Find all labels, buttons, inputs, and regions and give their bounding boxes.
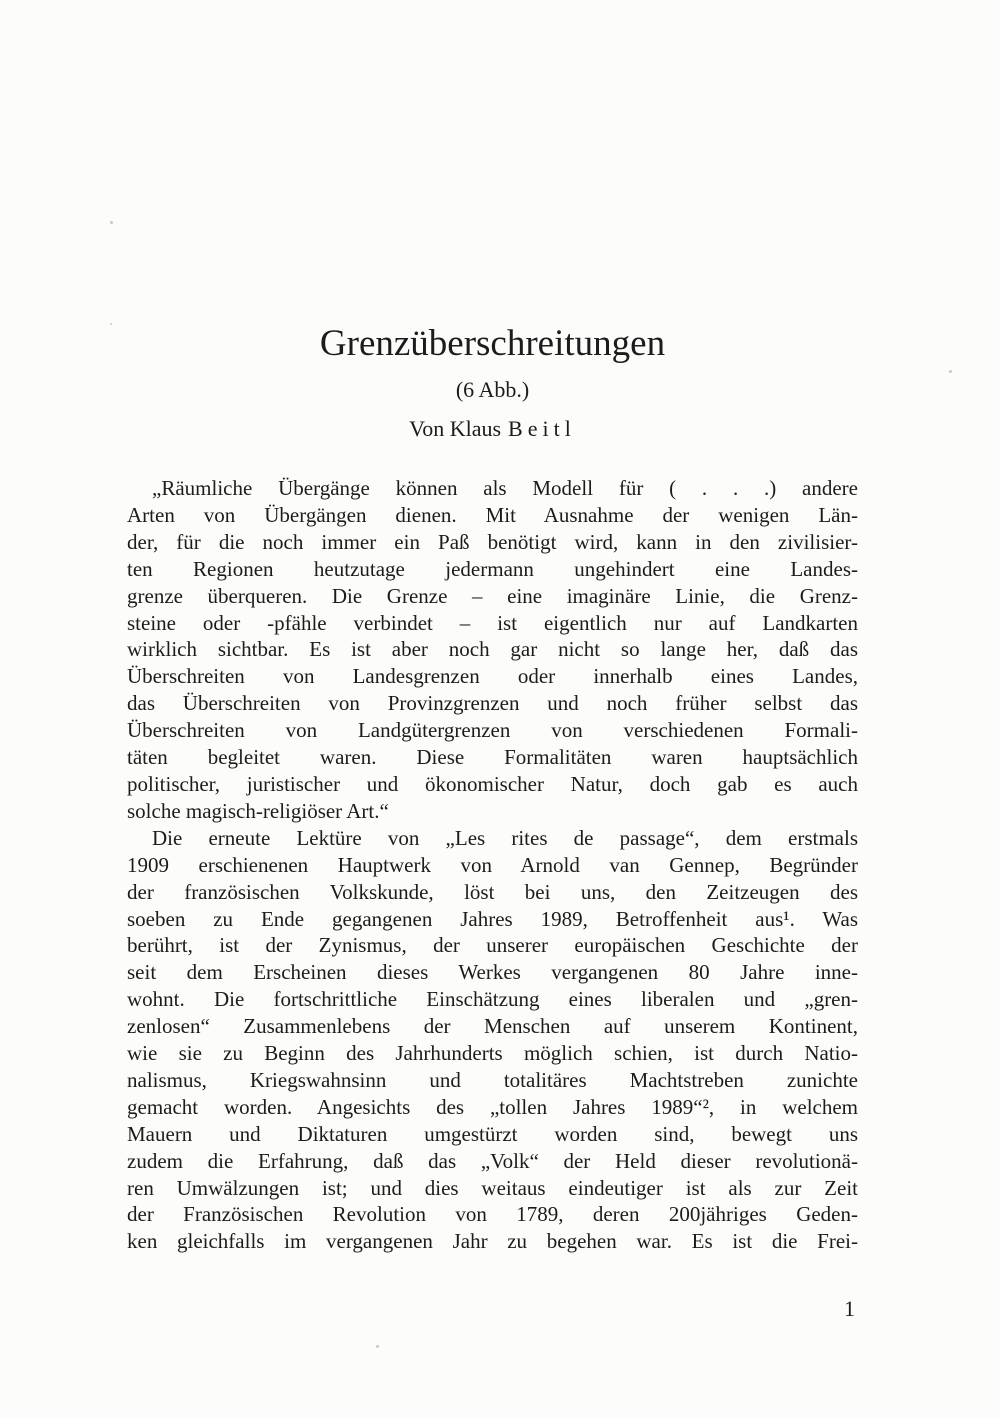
text-line: der Französischen Revolution von 1789, deren 200jähriges Geden- (127, 1202, 858, 1227)
page-content (127, 322, 858, 1255)
text-line: Die erneute Lektüre von „Les rites de passage“, dem erstmals (152, 825, 858, 850)
text-line: seit dem Erscheinen dieses Werkes vergangenen 80 Jahre inne- (127, 960, 858, 985)
author-name: Beitl (508, 416, 576, 441)
text-line: der, für die noch immer ein Paß benötigt wird, kann in den zivilisier- (127, 529, 858, 554)
text-line: Überschreiten von Landesgrenzen oder innerhalb eines Landes, (127, 664, 858, 689)
scan-artifact (949, 370, 952, 373)
text-line: das Überschreiten von Provinzgrenzen und noch früher selbst das (127, 691, 858, 716)
text-line: täten begleitet waren. Diese Formalitäten waren hauptsächlich (127, 745, 858, 770)
text-line: Arten von Übergängen dienen. Mit Ausnahme der wenigen Län- (127, 502, 858, 527)
text-line: ken gleichfalls im vergangenen Jahr zu begehen war. Es ist die Frei- (127, 1229, 858, 1254)
text-line: wohnt. Die fortschrittliche Einschätzung eines liberalen und „gren- (127, 987, 858, 1012)
text-line: ten Regionen heutzutage jedermann ungehindert eine Landes- (127, 556, 858, 581)
text-line: gemacht worden. Angesichts des „tollen Jahres 1989“², in welchem (127, 1094, 858, 1119)
text-line: 1909 erschienenen Hauptwerk von Arnold van Gennep, Begründer (127, 852, 858, 877)
scan-artifact (376, 1345, 379, 1348)
text-line: zudem die Erfahrung, daß das „Volk“ der Held dieser revolutionä- (127, 1148, 858, 1173)
paragraph (127, 825, 858, 1256)
scan-artifact (110, 221, 113, 224)
scan-artifact (110, 323, 112, 325)
text-line: ren Umwälzungen ist; und dies weitaus eindeutiger ist als zur Zeit (127, 1175, 858, 1200)
page-number: 1 (844, 1296, 855, 1321)
text-line: politischer, juristischer und ökonomischer Natur, doch gab es auch (127, 771, 858, 796)
text-line: nalismus, Kriegswahnsinn und totalitäres Machtstreben zunichte (127, 1067, 858, 1092)
text-line: steine oder -pfähle verbindet – ist eigentlich nur auf Landkarten (127, 610, 858, 635)
body-text (127, 475, 858, 1255)
text-line: Mauern und Diktaturen umgestürzt worden sind, bewegt uns (127, 1121, 858, 1146)
text-line: soeben zu Ende gegangenen Jahres 1989, Betroffenheit aus¹. Was (127, 906, 858, 931)
author-prefix: Von Klaus (409, 416, 502, 441)
page-title: Grenzüberschreitungen (319, 323, 666, 364)
text-line: wie sie zu Beginn des Jahrhunderts möglich schien, ist durch Natio- (127, 1041, 858, 1066)
figure-count-subtitle: (6 Abb.) (455, 377, 530, 402)
author-line (127, 416, 858, 442)
text-line: „Räumliche Übergänge können als Modell für ( . . .) andere (152, 476, 858, 500)
text-line: zenlosen“ Zusammenlebens der Menschen auf unserem Kontinent, (127, 1014, 858, 1039)
text-line: grenze überqueren. Die Grenze – eine imaginäre Linie, die Grenz- (127, 583, 858, 608)
text-line: wirklich sichtbar. Es ist aber noch gar nicht so lange her, daß das (127, 637, 858, 662)
text-line: berührt, ist der Zynismus, der unserer europäischen Geschichte der (127, 933, 858, 958)
paragraph (127, 475, 858, 825)
text-line: solche magisch-religiöser Art.“ (127, 798, 389, 823)
text-line: Überschreiten von Landgütergrenzen von verschiedenen Formali- (127, 718, 858, 743)
text-line: der französischen Volkskunde, löst bei uns, den Zeitzeugen des (127, 879, 858, 904)
